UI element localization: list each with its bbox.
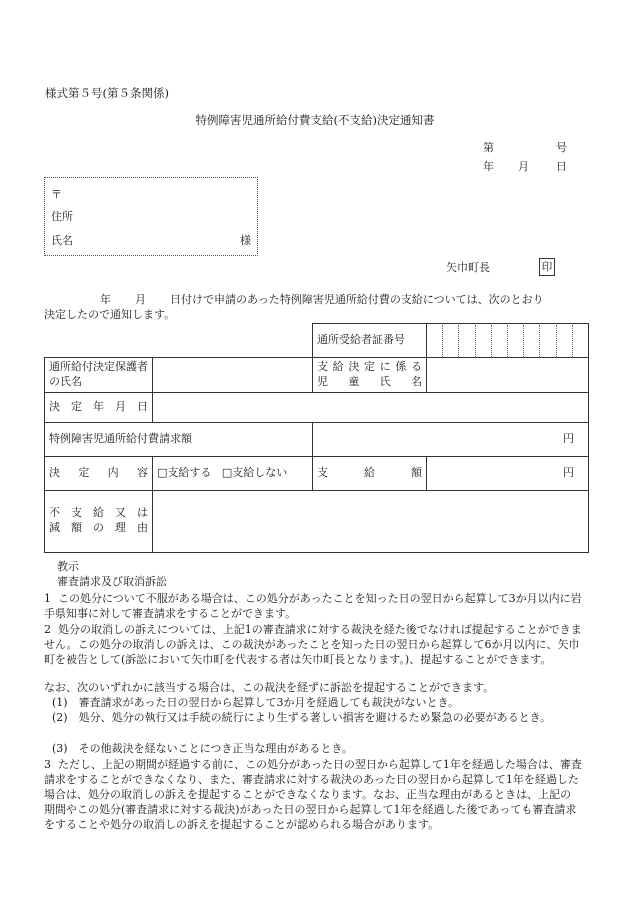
form-blank-corner xyxy=(45,324,313,358)
option-nopay-checkbox[interactable]: □支給しない xyxy=(221,465,288,479)
notice-heading: 教示 xyxy=(57,560,79,573)
claim-amount-label: 特例障害児通所給付費請求額 xyxy=(45,422,313,456)
address-label: 住所 xyxy=(51,210,73,223)
cert-number-cells[interactable] xyxy=(427,324,589,358)
intro-rest: 日付けで申請のあった特例障害児通所給付費の支給については、次のとおり xyxy=(170,293,544,306)
notice-paragraph-1 xyxy=(44,591,582,621)
payment-amount-label: 支給額 xyxy=(313,456,427,490)
p3-number: 3 xyxy=(44,758,51,771)
decision-options xyxy=(153,456,313,490)
child-name-label-2: 児童氏名 xyxy=(317,374,422,388)
child-name-label xyxy=(313,358,427,393)
decision-form-table xyxy=(44,323,589,553)
notice-paragraph-2-note: なお、次のいずれかに該当する場合は、この裁決を経ずに訴訟を提起することができます。 xyxy=(44,681,495,694)
option-pay-checkbox[interactable]: □支給する xyxy=(157,465,212,479)
decision-content-label: 決定内容 xyxy=(45,456,153,490)
claim-yen-unit: 円 xyxy=(563,431,574,445)
intro-month: 月 xyxy=(135,293,146,306)
claim-amount-field[interactable] xyxy=(313,422,589,456)
go-label: 号 xyxy=(556,141,567,154)
intro-year: 年 xyxy=(100,293,111,306)
guardian-name-field[interactable] xyxy=(153,358,313,393)
child-name-label-1: 支給決定に係る xyxy=(317,360,422,373)
month-label: 月 xyxy=(518,160,529,173)
notice-paragraph-3 xyxy=(44,757,582,832)
appeal-subheading: 審査請求及び取消訴訟 xyxy=(57,575,167,588)
cert-number-label: 通所受給者証番号 xyxy=(313,324,427,358)
notice-sub-3: (3) その他裁決を経ないことにつき正当な理由があるとき。 xyxy=(52,742,353,755)
child-name-field[interactable] xyxy=(427,358,589,393)
notice-sub-1: (1) 審査請求があった日の翌日から起算して3か月を経過しても裁決がないとき。 xyxy=(52,696,460,709)
notice-paragraph-2 xyxy=(44,622,582,667)
intro-line-1 xyxy=(100,293,544,308)
guardian-name-label: 通所給付決定保護者の氏名 xyxy=(45,358,153,393)
decision-date-field[interactable] xyxy=(153,392,589,422)
year-label: 年 xyxy=(483,160,494,173)
seal-box: 印 xyxy=(539,258,555,276)
number-label: 第 xyxy=(483,141,494,154)
p2-number: 2 xyxy=(44,623,51,636)
payment-amount-field[interactable] xyxy=(427,456,589,490)
p1-number: 1 xyxy=(44,592,51,605)
day-label: 日 xyxy=(556,160,567,173)
decision-date-label: 決定年月日 xyxy=(45,392,153,422)
p3-text: ただし、上記の期間が経過する前に、この処分があった日の翌日から起算して1年を経過した場合は、審査請求をすることができなくなり、また、審査請求に対する裁決のあった日の翌日から起算して1年を経過した場合は、処分の取消しの訴えを提起することができなくなります。なお、正当な理由があるときは、上記の期間やこの処分(審査請求に対する裁決)があった日の翌日から起算して1年を経過した後であっても審査請求をすることや処分の取消しの訴えを提起することが認められる場合があります。 xyxy=(44,758,582,831)
payment-yen-unit: 円 xyxy=(563,465,574,479)
document-title: 特例障害児通所給付費支給(不支給)決定通知書 xyxy=(195,113,435,127)
notice-sub-2: (2) 処分、処分の執行又は手続の続行により生ずる著しい損害を避けるため緊急の必要があるとき。 xyxy=(52,711,552,724)
name-label: 氏名 xyxy=(51,234,73,247)
form-number: 様式第５号(第５条関係) xyxy=(45,86,169,100)
postal-mark: 〒 xyxy=(51,188,62,201)
p2-text: 処分の取消しの訴えについては、上記1の審査請求に対する裁決を経た後でなければ提起することができません。この処分の取消しの訴えは、この裁決があったことを知った日の翌日から起算して6か月以内に、矢巾町を被告として(訴訟において矢巾町を代表する者は矢巾町長となります。)、提起することができます。 xyxy=(44,623,582,666)
mayor-label: 矢巾町長 xyxy=(446,261,490,274)
reason-label-2: 減額の理由 xyxy=(49,521,148,535)
reason-field[interactable] xyxy=(153,490,589,552)
honorific-label: 様 xyxy=(240,234,251,247)
address-box xyxy=(44,177,258,256)
p1-text: この処分について不服がある場合は、この処分があったことを知った日の翌日から起算して3か月以内に岩手県知事に対して審査請求をすることができます。 xyxy=(44,592,582,620)
reason-label xyxy=(45,490,153,552)
reason-label-1: 不支給又は xyxy=(49,506,148,520)
intro-line-2: 決定したので通知します。 xyxy=(44,308,176,321)
